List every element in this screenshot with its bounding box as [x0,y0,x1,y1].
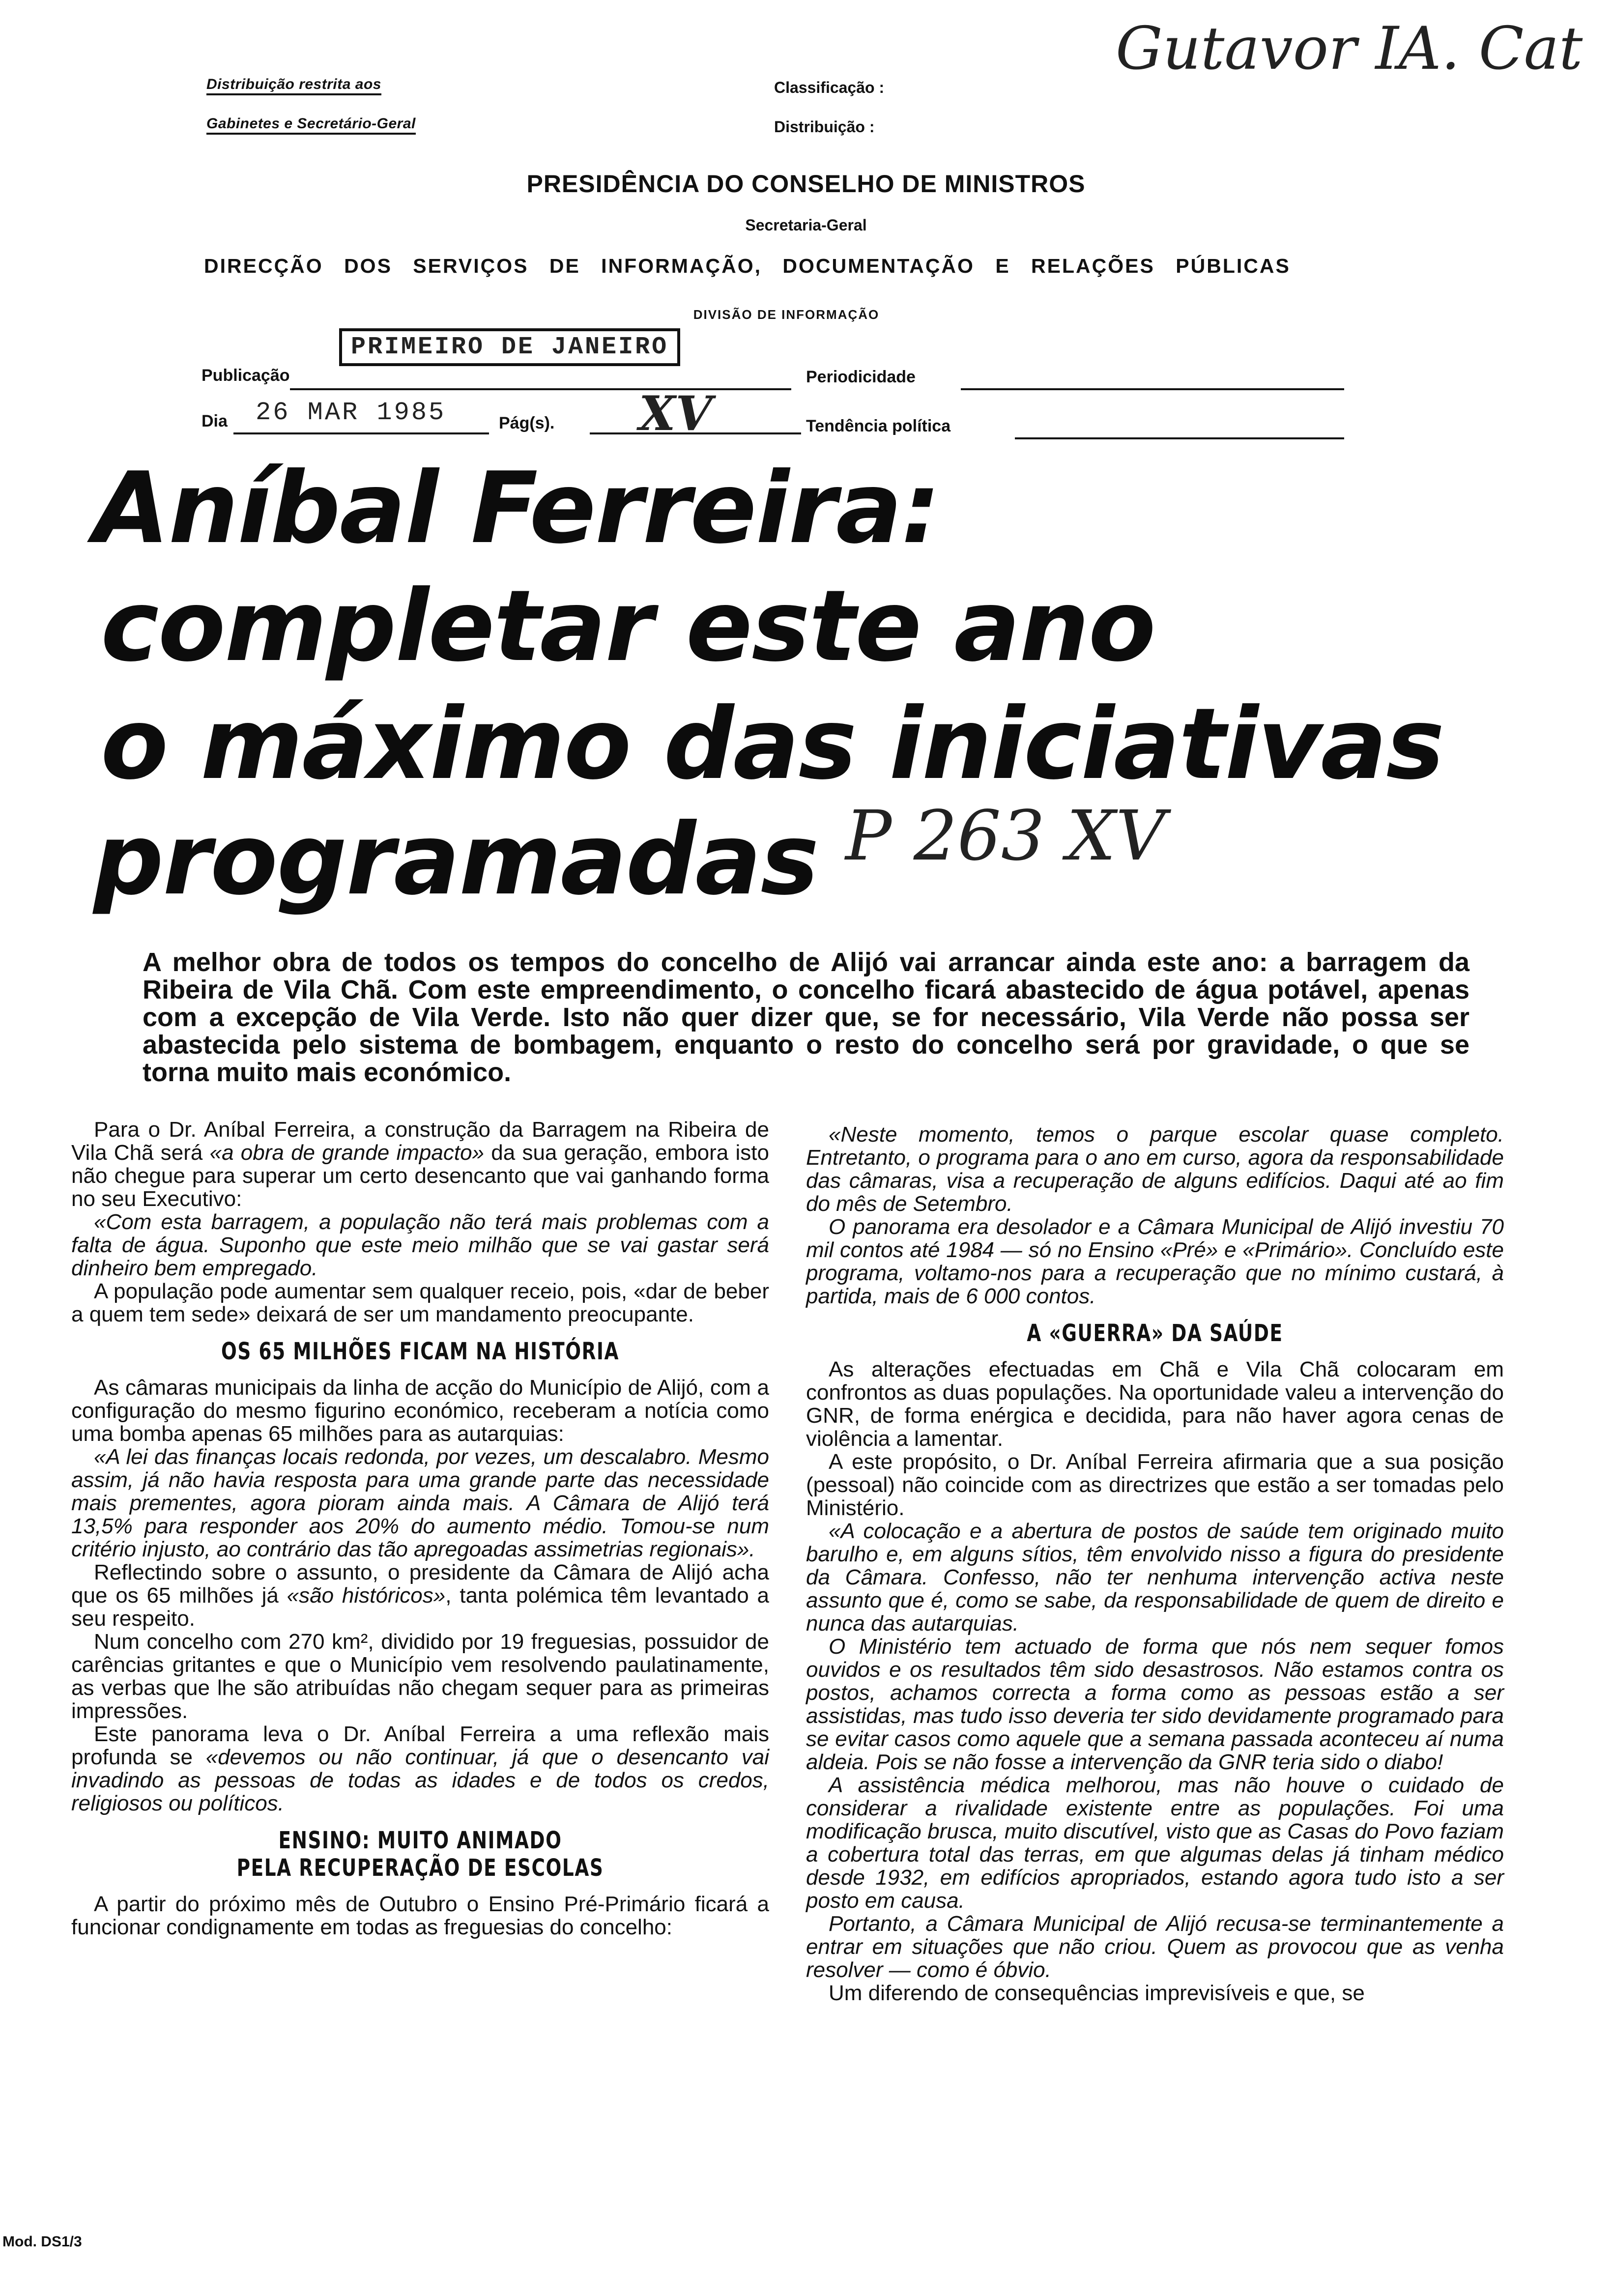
tendency-label: Tendência política [806,417,951,435]
day-stamp: 26 MAR 1985 [256,398,446,427]
right-paragraph-7: A assistência médica melhorou, mas não houve o cuidado de considerar a rivalidade existente entre as populações. Foi uma modificação brusca, muito discutível, visto que as Casas do Povo faziam a cobertura total das terras, em que algumas delas já tinham médico desde 1932, em edifícios apropriados, estando agora tudo isto a ser posto em causa. [806,1773,1504,1913]
left-paragraph-1: Para o Dr. Aníbal Ferreira, a construção da Barragem na Ribeira de Vila Chã será «a obra de grande impacto» da sua geração, embora isto não chegue para superar um certo desencanto que vai ganhando forma no seu Executivo: [71,1118,769,1211]
right-paragraph-6: O Ministério tem actuado de forma que nós nem sequer fomos ouvidos e os resultados têm sido desastrosos. Não estamos contra os postos, achamos correcta a forma como as pessoas estão a ser assistidas, mas tudo isso deveria ter sido devidamente programado para se evitar casos como aquele que a semana passada aconteceu aí numa aldeia. Pois se não fosse a intervenção da GNR teria sido o diabo! [806,1635,1504,1774]
publication-line [290,388,791,390]
left-paragraph-8: Este panorama leva o Dr. Aníbal Ferreira a uma reflexão mais profunda se «devemos ou não continuar, já que o desencanto vai invadindo as pessoas de todas as idades e de todos os credos, religiosos ou políticos. [71,1722,770,1815]
restricted-distribution-line1: Distribuição restrita aos [206,76,381,93]
handwritten-corner-note: Gutavor IA. Cat [1116,15,1583,83]
left-paragraph-5: «A lei das finanças locais redonda, por vezes, um descalabro. Mesmo assim, já não havia resposta para uma grande parte das necessidade mais prementes, agora pioram ainda mais. A Câmara de Alijó terá 13,5% para responder aos 20% do aumento médio. Tomou-se num critério injusto, ao contrário das tão apregoadas assimetrias regionais». [71,1445,769,1561]
right-column [806,1123,1504,2005]
section-heading-65-milhoes: OS 65 MILHÕES FICAM NA HISTÓRIA [221,1338,620,1365]
classification-label: Classificação : [774,79,885,96]
right-paragraph-3: As alterações efectuadas em Chã e Vila Chã colocaram em confrontos as duas populações. Na oportunidade valeu a intervenção do GNR, de forma enérgica e decidida, para não haver agora cenas de violência a lamentar. [806,1357,1504,1451]
left-paragraph-6: Reflectindo sobre o assunto, o presidente da Câmara de Alijó acha que os 65 milhões já «são históricos», tanta polémica têm levantado a seu respeito. [71,1560,770,1631]
right-paragraph-9: Um diferendo de consequências imprevisíveis e que, se [829,1981,1365,2005]
tendency-line [1015,437,1344,439]
division-heading: DIVISÃO DE INFORMAÇÃO [693,307,880,322]
left-paragraph-4: As câmaras municipais da linha de acção do Município de Alijó, com a configuração do mesmo figurino económico, receberam a notícia como uma bomba apenas 65 milhões para as autarquias: [71,1376,769,1446]
article-title-line4: programadas [93,803,818,917]
right-paragraph-8: Portanto, a Câmara Municipal de Alijó recusa-se terminantemente a entrar em situações que não criou. Quem as provocou que as venha resolver — como é óbvio. [806,1912,1504,1982]
distribution-label: Distribuição : [774,118,875,136]
publication-stamp: PRIMEIRO DE JANEIRO [339,328,680,366]
article-title-line1: Aníbal Ferreira: [93,451,940,566]
page-value-handwritten: XV [639,386,712,441]
right-paragraph-5: «A colocação e a abertura de postos de saúde tem originado muito barulho e, em alguns sítios, têm envolvido nisso a figura do presidente da Câmara. Confesso, não ter nenhuma intervenção activa neste assunto que é, como se sabe, da responsabilidade de quem de direito e nunca das autarquias. [806,1519,1504,1636]
day-label: Dia [202,412,228,430]
directorate-heading: DIRECÇÃO DOS SERVIÇOS DE INFORMAÇÃO, DOCUMENTAÇÃO E RELAÇÕES PÚBLICAS [204,255,1291,277]
section-heading-ensino: ENSINO: MUITO ANIMADO [278,1827,562,1854]
form-code: Mod. DS1/3 [2,2234,82,2250]
left-paragraph-2: «Com esta barragem, a população não terá mais problemas com a falta de água. Suponho que este meio milhão que se vai gastar será dinheiro bem empregado. [71,1210,769,1280]
day-line [233,432,489,434]
restricted-distribution-line2: Gabinetes e Secretário-Geral [206,115,416,132]
right-paragraph-2: O panorama era desolador e a Câmara Municipal de Alijó investiu 70 mil contos até 1984 — só no Ensino «Pré» e «Primário». Concluído este programa, voltamo-nos para a recuperação que no mínimo custará, à partida, mais de 6 000 contos. [806,1215,1504,1308]
left-paragraph-3: A população pode aumentar sem qualquer receio, pois, «dar de beber a quem tem sede» deixará de ser um mandamento preocupante. [71,1279,769,1326]
handwritten-reference: P 263 XV [845,796,1166,876]
right-paragraph-4: A este propósito, o Dr. Aníbal Ferreira afirmaria que a sua posição (pessoal) não coincide com as directrizes que estão a ser tomadas pelo Ministério. [806,1450,1504,1520]
left-paragraph-7: Num concelho com 270 km², dividido por 19 freguesias, possuidor de carências gritantes e que o Município vem resolvendo paulatinamente, as verbas que lhe são atribuídas não chegam sequer para as primeiras impressões. [71,1630,769,1723]
article-title-line3: o máximo das iniciativas [101,687,1444,802]
article-title-line2: completar este ano [101,569,1155,684]
page-label: Pág(s). [499,414,555,432]
left-column [71,1118,769,1939]
publication-label: Publicação [202,366,290,385]
periodicity-label: Periodicidade [806,368,916,386]
section-heading-recuperacao: PELA RECUPERAÇÃO DE ESCOLAS [236,1854,604,1882]
left-paragraph-9: A partir do próximo mês de Outubro o Ensino Pré-Primário ficará a funcionar condignamente em todas as freguesias do concelho: [71,1892,769,1939]
right-paragraph-1: «Neste momento, temos o parque escolar quase completo. Entretanto, o programa para o ano em curso, agora da responsabilidade das câmaras, visa a recuperação de alguns edifícios. Daqui até ao fim do mês de Setembro. [806,1122,1504,1216]
periodicity-line [961,388,1344,390]
presidency-heading: PRESIDÊNCIA DO CONSELHO DE MINISTROS [526,170,1086,198]
section-heading-guerra-saude: A «GUERRA» DA SAÚDE [1027,1320,1283,1347]
secretariat-heading: Secretaria-Geral [745,216,867,234]
article-lead: A melhor obra de todos os tempos do concelho de Alijó vai arrancar ainda este ano: a barragem da Ribeira de Vila Chã. Com este empreendimento, o concelho ficará abastecido de água potável, apenas com a excepção de Vila Verde. Isto não quer dizer que, se for necessário, Vila Verde não possa ser abastecida pelo sistema de bombagem, enquanto o resto do concelho será por gravidade, o que se torna muito mais económico. [143,947,1469,1087]
